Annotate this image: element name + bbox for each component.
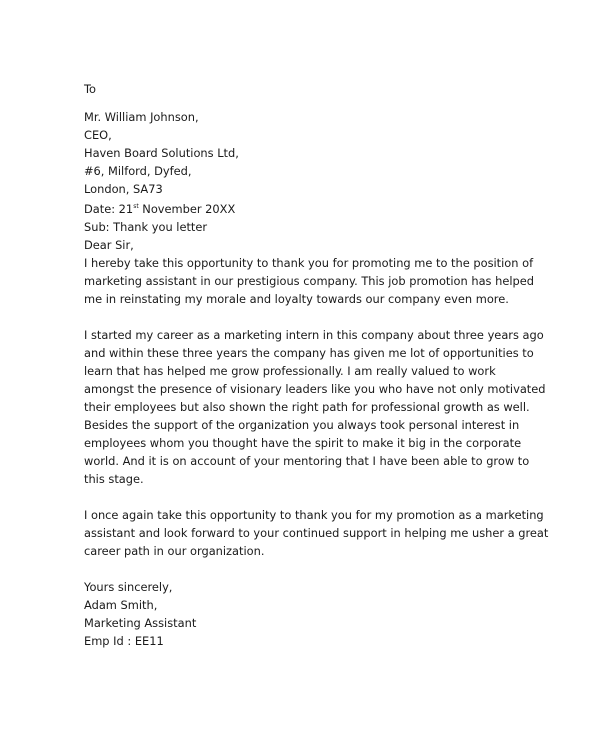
- paragraph-line: Besides the support of the organization you always took personal interest in: [84, 418, 520, 432]
- to-label: To: [84, 82, 96, 96]
- paragraph-line: I once again take this opportunity to thank you for my promotion as a marketing: [84, 508, 544, 522]
- letter-body: [84, 108, 584, 650]
- paragraph-line: I hereby take this opportunity to thank you for promoting me to the position of: [84, 256, 534, 270]
- paragraph-line: world. And it is on account of your mentoring that I have been able to grow to: [84, 454, 530, 468]
- paragraph-line: employees whom you thought have the spirit to make it big in the corporate: [84, 436, 522, 450]
- salutation: Dear Sir,: [84, 238, 134, 252]
- paragraph-spacer: [84, 308, 584, 326]
- date-rest: November 20XX: [138, 202, 236, 216]
- recipient-title: CEO,: [84, 128, 112, 142]
- paragraph-line: career path in our organization.: [84, 544, 265, 558]
- paragraph-line: amongst the presence of visionary leaders like you who have not only motivated: [84, 382, 546, 396]
- paragraph-line: marketing assistant in our prestigious company. This job promotion has helped: [84, 274, 534, 288]
- paragraph-line: their employees but also shown the right path for professional growth as well.: [84, 400, 530, 414]
- recipient-address-line1: #6, Milford, Dyfed,: [84, 164, 192, 178]
- paragraph-1: [84, 254, 584, 308]
- paragraph-line: me in reinstating my morale and loyalty towards our company even more.: [84, 292, 509, 306]
- paragraph-spacer: [84, 488, 584, 506]
- recipient-company: Haven Board Solutions Ltd,: [84, 146, 239, 160]
- recipient-name: Mr. William Johnson,: [84, 110, 199, 124]
- sender-position: Marketing Assistant: [84, 616, 197, 630]
- recipient-address-line2: London, SA73: [84, 182, 163, 196]
- paragraph-line: I started my career as a marketing intern in this company about three years ago: [84, 328, 544, 342]
- sender-name: Adam Smith,: [84, 598, 158, 612]
- paragraph-3: [84, 506, 584, 560]
- paragraph-line: and within these three years the company has given me lot of opportunities to: [84, 346, 534, 360]
- paragraph-line: assistant and look forward to your continued support in helping me usher a great: [84, 526, 549, 540]
- date-suffix: st: [133, 203, 139, 210]
- date-prefix: Date: 21: [84, 202, 134, 216]
- paragraph-spacer: [84, 560, 584, 578]
- valediction: Yours sincerely,: [84, 580, 173, 594]
- sender-emp-id: Emp Id : EE11: [84, 634, 164, 648]
- paragraph-line: this stage.: [84, 472, 144, 486]
- paragraph-2: [84, 326, 584, 488]
- letter-date: [84, 198, 584, 218]
- signature-block: [84, 578, 584, 650]
- paragraph-line: learn that has helped me grow professionally. I am really valued to work: [84, 364, 496, 378]
- letter-subject: Sub: Thank you letter: [84, 220, 208, 234]
